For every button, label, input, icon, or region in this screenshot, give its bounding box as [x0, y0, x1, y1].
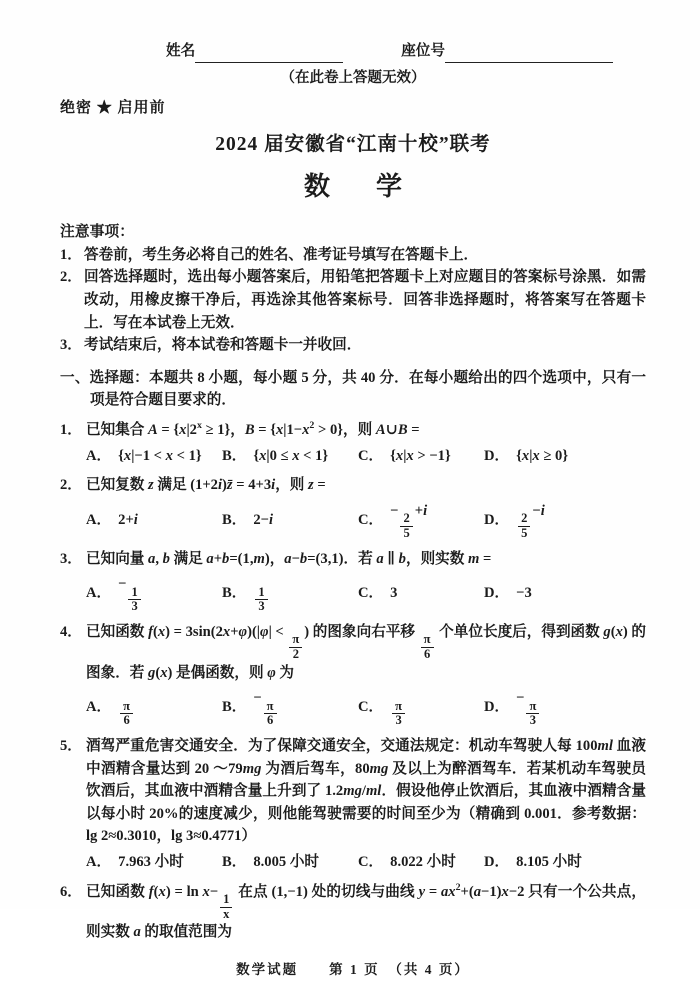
option-body: {x|−1 < x < 1} [118, 447, 202, 464]
secrecy-notice: 绝密 ★ 启用前 [60, 100, 166, 117]
question-number: 1． [60, 422, 82, 439]
option-body: 7.963 小时 [118, 853, 184, 870]
question-number: 5． [60, 737, 82, 754]
options-row [60, 500, 646, 541]
option-label: B． [222, 447, 247, 464]
option-label: B． [222, 853, 247, 870]
option-a [86, 687, 222, 728]
section-one-heading: 一、选择题：本题共 8 小题，每小题 5 分，共 40 分．在每小题给出的四个选项中，只有一项是符合题目要求的． [60, 369, 646, 409]
name-field-label: 姓名 [166, 43, 196, 59]
option-label: C． [358, 699, 384, 716]
student-info-row [166, 40, 646, 63]
option-d [484, 851, 646, 874]
option-c [358, 445, 484, 468]
option-label: D． [484, 699, 510, 716]
question-stem: 已知函数 f(x) = 3sin(2x+φ)(|φ| < $\frac{\pi}{2}$ ) 的图象向右平移 $\frac{\pi}{6}$ 个单位长度后，得到函数 g(x) 的图象．若 g(x) 是偶函数，则 φ 为 [86, 623, 646, 681]
option-body: −3 [516, 585, 532, 602]
option-body: − $\frac{\pi}{3}$ [516, 687, 541, 728]
option-body: 2+i [118, 511, 138, 528]
option-label: A． [86, 699, 112, 716]
question-stem: 已知向量 a, b 满足 a+b=(1,m)，a−b=(3,1)．若 a ∥ b，则实数 m = [86, 550, 492, 567]
option-label: C． [358, 853, 384, 870]
option-label: D． [484, 511, 510, 528]
options-row [60, 573, 646, 614]
option-body: − $\frac{1}{3}$ [118, 573, 143, 614]
question-3 [60, 548, 646, 614]
question-number: 6． [60, 883, 82, 900]
notice-item-text: 答卷前，考生务必将自己的姓名、准考证号填写在答题卡上． [84, 246, 479, 263]
question-stem: 酒驾严重危害交通安全．为了保障交通安全，交通法规定：机动车驾驶人每 100ml 血液中酒精含量达到 20 ～79mg 为酒后驾车，80mg 及以上为醉酒驾车．若某机动车驾驶员饮酒后，其血液中酒精含量上升到了 1.2mg/ml．假设他停止饮酒后，其血液中酒精含量以每小时 20%的速度减少，则他能驾驶需要的时间至少为（精确到 0.001．参考数据：lg 2≈0.3010，lg 3≈0.4771） [86, 737, 646, 845]
option-a [86, 851, 222, 874]
option-body: $\frac{1}{3}$ [253, 573, 269, 614]
option-b [222, 573, 358, 614]
notice-heading: 注意事项： [60, 223, 134, 240]
option-b [222, 445, 358, 468]
seat-field-label: 座位号 [401, 43, 445, 59]
notice-section [60, 221, 646, 357]
option-body: 8.105 小时 [516, 853, 582, 870]
option-label: B． [222, 699, 247, 716]
name-blank-line [195, 47, 343, 63]
notice-item-text: 考试结束后，将本试卷和答题卡一并收回． [84, 337, 362, 354]
exam-title: 2024 届安徽省“江南十校”联考 [215, 134, 491, 156]
question-1 [60, 419, 646, 467]
notice-item-number: 3． [60, 337, 82, 354]
option-label: D． [484, 585, 510, 602]
option-body: − $\frac{2}{5}$ +i [390, 502, 428, 540]
notice-item [60, 244, 646, 267]
option-body: $\frac{\pi}{6}$ [118, 687, 135, 728]
notice-item-number: 1． [60, 246, 82, 263]
option-label: B． [222, 585, 247, 602]
question-4 [60, 621, 646, 728]
option-label: A． [86, 511, 112, 528]
option-label: A． [86, 585, 112, 602]
notice-item [60, 266, 646, 334]
notice-item-text: 回答选择题时，选出每小题答案后，用铅笔把答题卡上对应题目的答案标号涂黑．如需改动，用橡皮擦干净后，再选涂其他答案标号．回答非选择题时，将答案写在答题卡上．写在本试卷上无效． [84, 269, 646, 331]
question-stem: 已知函数 f(x) = ln x− $\frac{1}{x}$ 在点 (1,−1) 处的切线与曲线 $y = ax^2+(a-1)x-2$ 只有一个公共点，则实数 a 的取值范围为 [86, 881, 647, 941]
option-label: C． [358, 511, 384, 528]
option-d [484, 500, 646, 541]
option-body: − $\frac{\pi}{6}$ [253, 687, 278, 728]
option-label: B． [222, 511, 247, 528]
option-c [358, 582, 484, 605]
option-label: A． [86, 447, 112, 464]
page-footer: 数学试题 第 1 页 （共 4 页） [236, 961, 470, 977]
notice-item-number: 2． [60, 269, 82, 286]
option-c [358, 851, 484, 874]
question-number: 4． [60, 623, 82, 640]
option-body: {x|0 ≤ x < 1} [253, 447, 329, 464]
option-b [222, 509, 358, 532]
question-5 [60, 735, 646, 874]
option-label: D． [484, 853, 510, 870]
option-a [86, 573, 222, 614]
option-body: 2−i [253, 511, 274, 528]
option-body: 3 [390, 585, 398, 602]
option-a [86, 509, 222, 532]
option-body: {x|x ≥ 0} [516, 447, 569, 464]
answer-invalid-note: （在此卷上答题无效） [280, 69, 426, 86]
options-row [60, 445, 646, 468]
question-number: 3． [60, 550, 82, 567]
question-stem: 已知集合 $A = \{x|2^x \ge 1\}$，$B = \{x|1-x^2 > 0\}$，则 A∪B = [86, 420, 420, 439]
option-body: 8.005 小时 [253, 853, 320, 870]
option-b [222, 687, 358, 728]
option-body: {x|x > −1} [390, 447, 451, 464]
option-d [484, 582, 646, 605]
question-number: 2． [60, 477, 82, 494]
notice-item [60, 334, 646, 357]
option-body: $\frac{\pi}{3}$ [390, 687, 407, 728]
options-row [60, 687, 646, 728]
option-label: D． [484, 447, 510, 464]
seat-blank-line [445, 47, 613, 63]
option-d [484, 687, 646, 728]
option-d [484, 445, 646, 468]
option-body: 8.022 小时 [390, 853, 456, 870]
option-a [86, 445, 222, 468]
question-6 [60, 881, 646, 944]
option-label: C． [358, 447, 384, 464]
option-c [358, 500, 484, 541]
options-row [60, 851, 646, 874]
subject-title: 数 学 [303, 171, 412, 201]
option-c [358, 687, 484, 728]
question-stem: 已知复数 z 满足 (1+2i)z̄ = 4+3i，则 z = [86, 477, 326, 494]
option-label: C． [358, 585, 384, 602]
option-label: A． [86, 853, 112, 870]
option-body: $\frac{2}{5}$ −i [516, 500, 545, 541]
question-2 [60, 474, 646, 540]
option-b [222, 851, 358, 874]
